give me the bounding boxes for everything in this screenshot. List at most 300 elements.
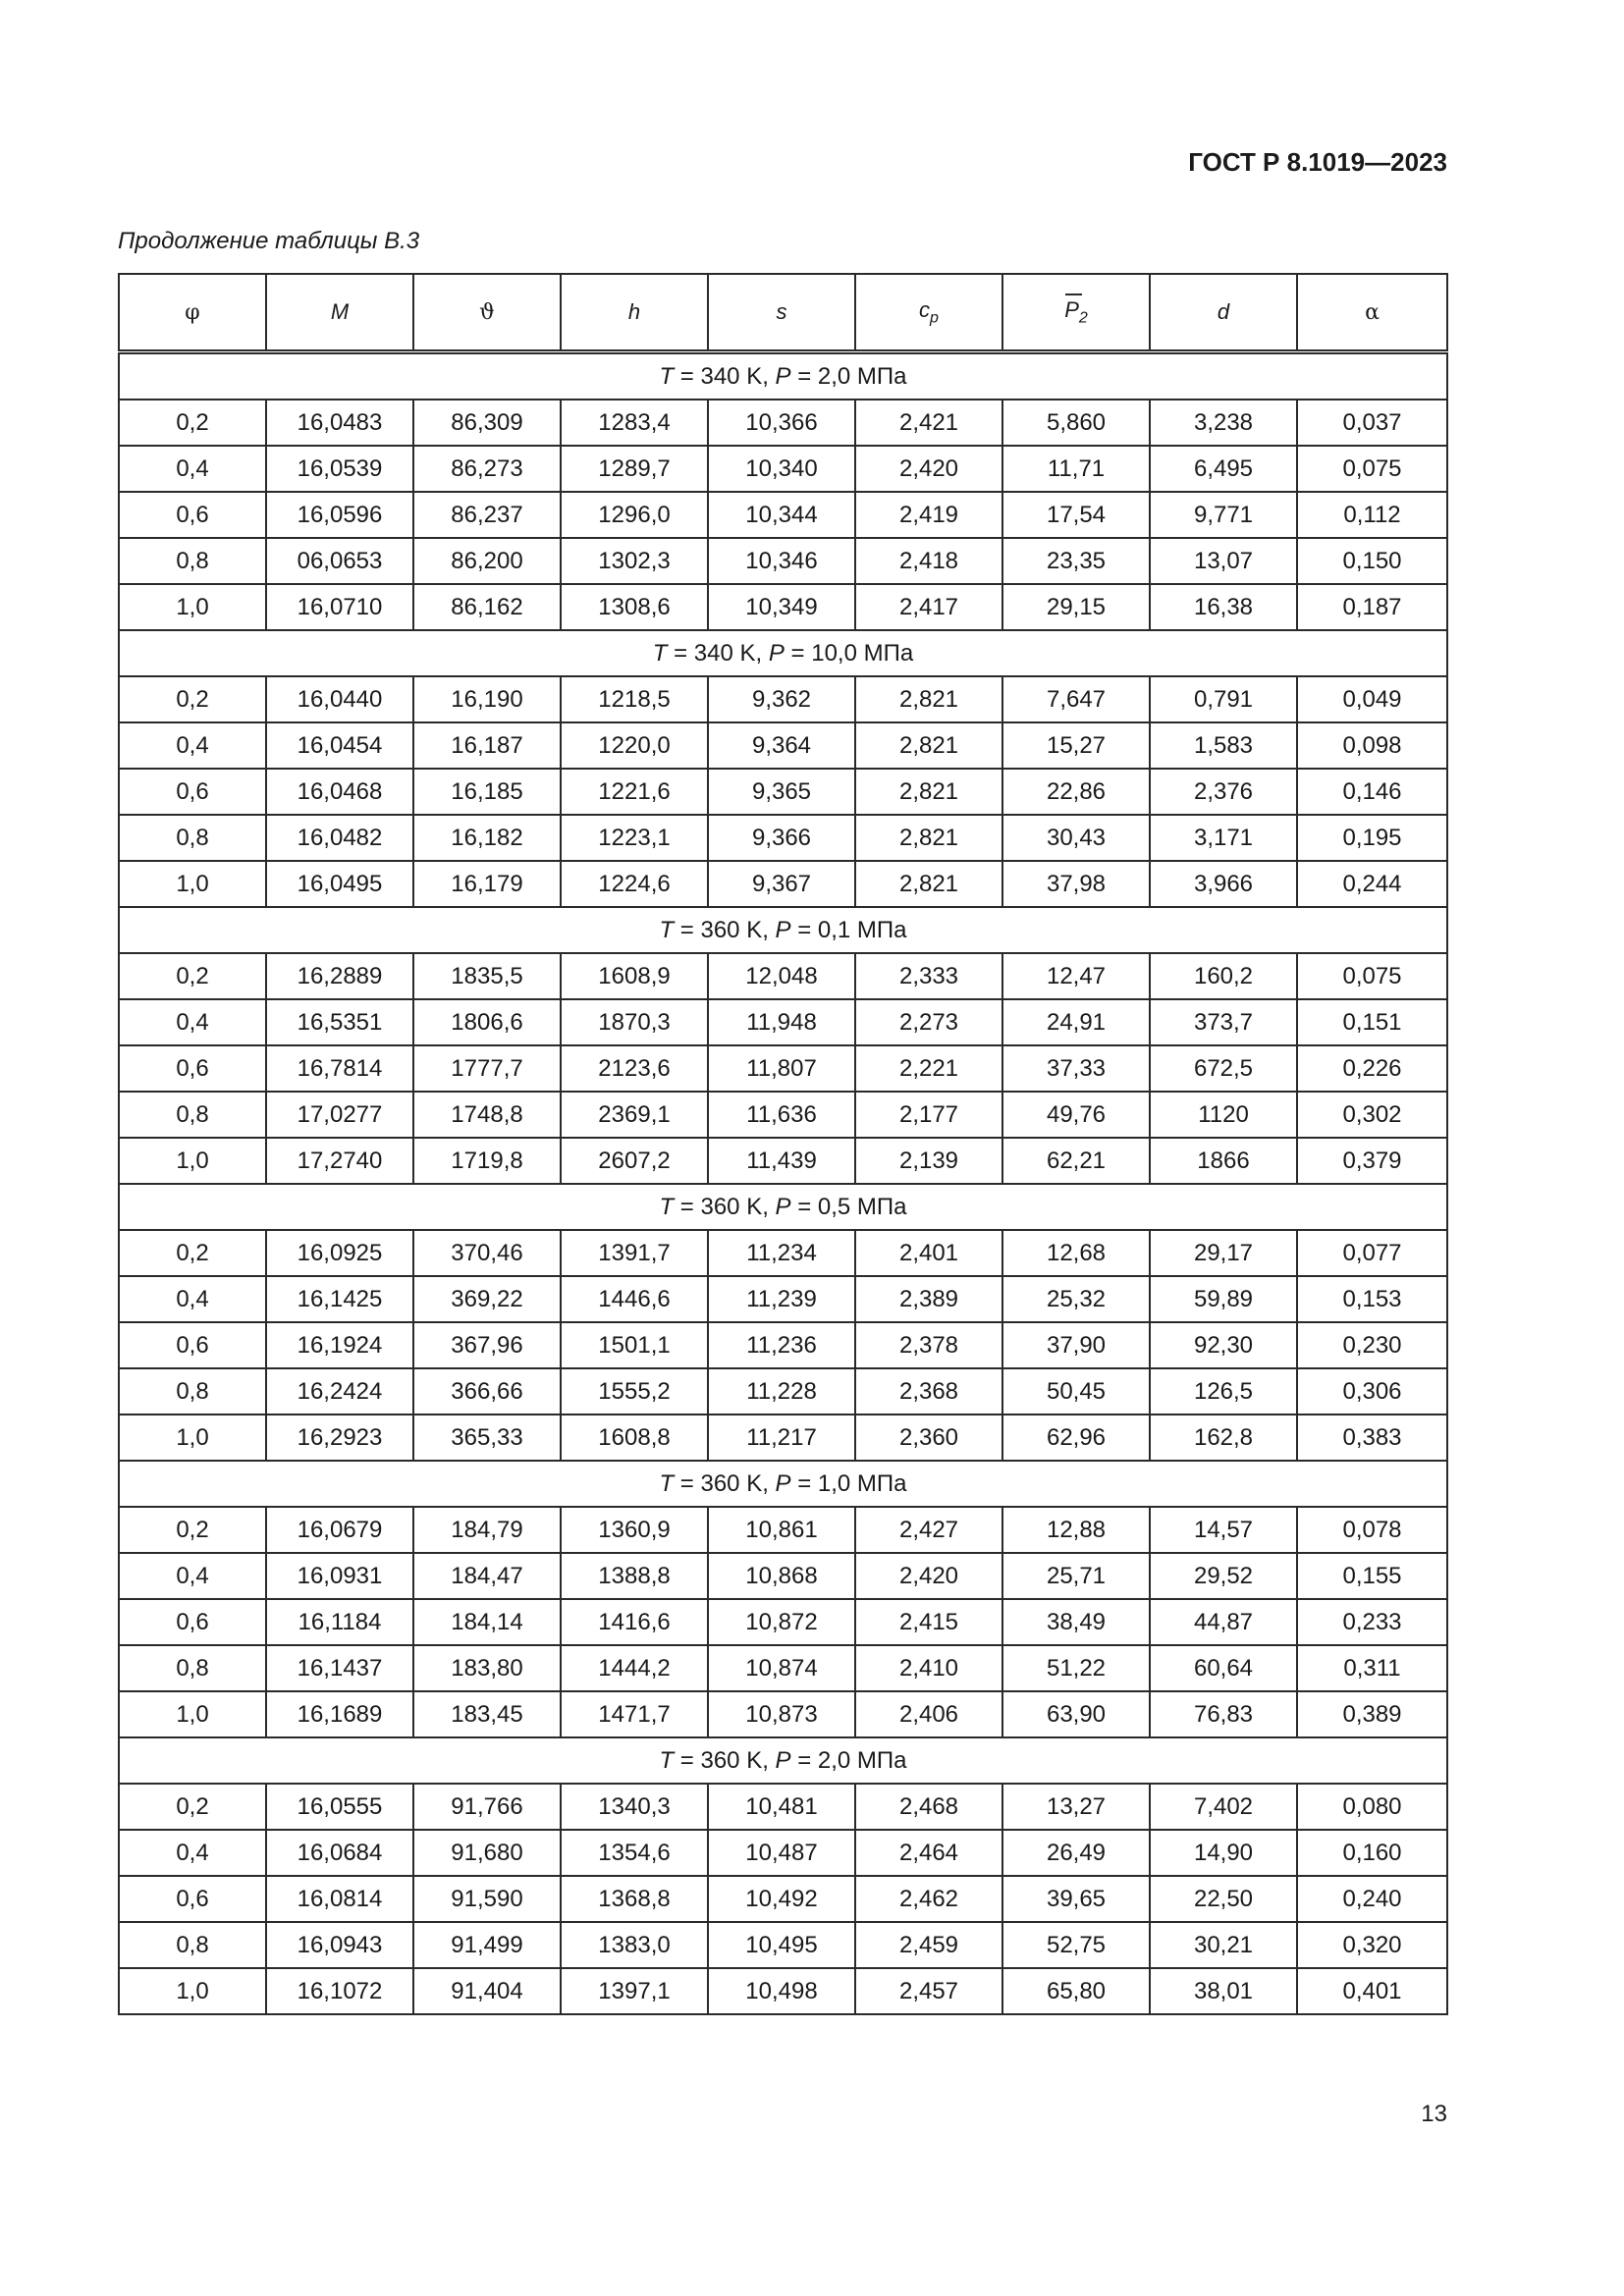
- cell-m: 16,0710: [266, 584, 413, 630]
- cp-symbol: c: [919, 296, 931, 322]
- overbar: [1065, 294, 1082, 295]
- cell-s: 10,487: [708, 1830, 855, 1876]
- cell-d: 44,87: [1150, 1599, 1297, 1645]
- cell-theta: 184,79: [413, 1507, 561, 1553]
- cell-h: 1296,0: [561, 492, 708, 538]
- cell-p2: 7,647: [1002, 676, 1150, 722]
- cell-theta: 86,162: [413, 584, 561, 630]
- cell-phi: 0,6: [119, 1045, 266, 1092]
- cell-s: 10,340: [708, 446, 855, 492]
- cell-d: 160,2: [1150, 953, 1297, 999]
- cell-theta: 365,33: [413, 1415, 561, 1461]
- cell-d: 9,771: [1150, 492, 1297, 538]
- cell-alpha: 0,306: [1297, 1368, 1447, 1415]
- cell-cp: 2,417: [855, 584, 1002, 630]
- cell-theta: 91,590: [413, 1876, 561, 1922]
- cell-m: 16,0596: [266, 492, 413, 538]
- cell-d: 3,171: [1150, 815, 1297, 861]
- cell-cp: 2,406: [855, 1691, 1002, 1737]
- cell-h: 2607,2: [561, 1138, 708, 1184]
- cell-p2: 38,49: [1002, 1599, 1150, 1645]
- cell-alpha: 0,244: [1297, 861, 1447, 907]
- cell-d: 6,495: [1150, 446, 1297, 492]
- pressure-symbol: P: [775, 1193, 791, 1220]
- cell-alpha: 0,150: [1297, 538, 1447, 584]
- cell-s: 9,362: [708, 676, 855, 722]
- cell-h: 1397,1: [561, 1968, 708, 2014]
- cell-m: 16,2923: [266, 1415, 413, 1461]
- cell-p2: 5,860: [1002, 400, 1150, 446]
- pressure-value: = 1,0 МПа: [790, 1469, 907, 1497]
- table-row: [119, 1553, 1447, 1599]
- cell-m: 16,0468: [266, 769, 413, 815]
- cell-d: 373,7: [1150, 999, 1297, 1045]
- pressure-value: = 10,0 МПа: [784, 639, 914, 667]
- table-row: [119, 953, 1447, 999]
- cell-phi: 0,2: [119, 1784, 266, 1830]
- cell-cp: 2,273: [855, 999, 1002, 1045]
- cell-p2: 52,75: [1002, 1922, 1150, 1968]
- table-row: [119, 538, 1447, 584]
- cell-phi: 0,4: [119, 722, 266, 769]
- table-row: [119, 1045, 1447, 1092]
- cell-cp: 2,177: [855, 1092, 1002, 1138]
- cell-theta: 369,22: [413, 1276, 561, 1322]
- cell-h: 1471,7: [561, 1691, 708, 1737]
- table-row: [119, 400, 1447, 446]
- group-condition-label: [119, 630, 1447, 676]
- cell-d: 1866: [1150, 1138, 1297, 1184]
- cell-d: 1120: [1150, 1092, 1297, 1138]
- cell-phi: 0,6: [119, 1322, 266, 1368]
- cell-cp: 2,459: [855, 1922, 1002, 1968]
- cell-p2: 29,15: [1002, 584, 1150, 630]
- column-header-h: h: [561, 274, 708, 352]
- cell-cp: 2,368: [855, 1368, 1002, 1415]
- temperature-value: = 360 K,: [674, 1469, 776, 1497]
- cell-m: 16,0454: [266, 722, 413, 769]
- cell-h: 1308,6: [561, 584, 708, 630]
- table-row: [119, 1368, 1447, 1415]
- cell-phi: 0,8: [119, 1922, 266, 1968]
- cell-h: 1870,3: [561, 999, 708, 1045]
- cell-s: 10,366: [708, 400, 855, 446]
- cp-subscript: p: [930, 309, 939, 327]
- cell-s: 11,228: [708, 1368, 855, 1415]
- temperature-symbol: T: [659, 362, 675, 390]
- cell-d: 3,966: [1150, 861, 1297, 907]
- table-row: [119, 722, 1447, 769]
- cell-phi: 0,6: [119, 1599, 266, 1645]
- cell-cp: 2,457: [855, 1968, 1002, 2014]
- cell-s: 10,481: [708, 1784, 855, 1830]
- cell-m: 17,2740: [266, 1138, 413, 1184]
- cell-p2: 65,80: [1002, 1968, 1150, 2014]
- table-row: [119, 1876, 1447, 1922]
- cell-theta: 1777,7: [413, 1045, 561, 1092]
- cell-d: 22,50: [1150, 1876, 1297, 1922]
- temperature-value: = 340 K,: [667, 639, 769, 667]
- group-header-row: [119, 630, 1447, 676]
- table-row: [119, 1322, 1447, 1368]
- cell-cp: 2,427: [855, 1507, 1002, 1553]
- group-condition-label: [119, 907, 1447, 953]
- cell-m: 16,0679: [266, 1507, 413, 1553]
- cell-theta: 370,46: [413, 1230, 561, 1276]
- temperature-symbol: T: [659, 1746, 675, 1774]
- cell-s: 11,234: [708, 1230, 855, 1276]
- cell-cp: 2,421: [855, 400, 1002, 446]
- cell-phi: 1,0: [119, 1691, 266, 1737]
- cell-h: 1283,4: [561, 400, 708, 446]
- cell-phi: 0,8: [119, 1645, 266, 1691]
- column-header-d: d: [1150, 274, 1297, 352]
- cell-s: 9,366: [708, 815, 855, 861]
- cell-d: 29,52: [1150, 1553, 1297, 1599]
- cell-alpha: 0,075: [1297, 446, 1447, 492]
- cell-m: 16,0539: [266, 446, 413, 492]
- cell-m: 17,0277: [266, 1092, 413, 1138]
- cell-phi: 0,4: [119, 999, 266, 1045]
- cell-m: 16,0814: [266, 1876, 413, 1922]
- group-header-row: [119, 907, 1447, 953]
- cell-theta: 16,190: [413, 676, 561, 722]
- pressure-symbol: P: [775, 1469, 791, 1497]
- cell-p2: 12,47: [1002, 953, 1150, 999]
- group-header-row: [119, 1737, 1447, 1784]
- cell-d: 14,90: [1150, 1830, 1297, 1876]
- cell-p2: 37,33: [1002, 1045, 1150, 1092]
- cell-cp: 2,389: [855, 1276, 1002, 1322]
- cell-m: 16,2424: [266, 1368, 413, 1415]
- cell-s: 9,365: [708, 769, 855, 815]
- cell-phi: 0,2: [119, 953, 266, 999]
- column-header-s: s: [708, 274, 855, 352]
- cell-cp: 2,821: [855, 815, 1002, 861]
- pressure-value: = 2,0 МПа: [790, 362, 907, 390]
- cell-cp: 2,360: [855, 1415, 1002, 1461]
- table-row: [119, 1138, 1447, 1184]
- cell-alpha: 0,311: [1297, 1645, 1447, 1691]
- cell-phi: 0,2: [119, 1230, 266, 1276]
- cell-p2: 15,27: [1002, 722, 1150, 769]
- cell-alpha: 0,049: [1297, 676, 1447, 722]
- page-number: 13: [1421, 2101, 1447, 2127]
- cell-cp: 2,420: [855, 446, 1002, 492]
- cell-h: 1446,6: [561, 1276, 708, 1322]
- cell-d: 60,64: [1150, 1645, 1297, 1691]
- pressure-symbol: P: [775, 916, 791, 943]
- table-row: [119, 1922, 1447, 1968]
- cell-phi: 0,8: [119, 1092, 266, 1138]
- cell-m: 16,1924: [266, 1322, 413, 1368]
- cell-theta: 91,766: [413, 1784, 561, 1830]
- table-row: [119, 1784, 1447, 1830]
- temperature-value: = 340 K,: [674, 362, 776, 390]
- temperature-symbol: T: [652, 639, 668, 667]
- cell-s: 9,367: [708, 861, 855, 907]
- cell-d: 0,791: [1150, 676, 1297, 722]
- cell-alpha: 0,080: [1297, 1784, 1447, 1830]
- cell-alpha: 0,320: [1297, 1922, 1447, 1968]
- cell-alpha: 0,098: [1297, 722, 1447, 769]
- cell-h: 1340,3: [561, 1784, 708, 1830]
- cell-m: 16,5351: [266, 999, 413, 1045]
- cell-h: 1360,9: [561, 1507, 708, 1553]
- cell-phi: 0,4: [119, 446, 266, 492]
- cell-d: 59,89: [1150, 1276, 1297, 1322]
- cell-h: 1354,6: [561, 1830, 708, 1876]
- cell-p2: 37,98: [1002, 861, 1150, 907]
- cell-h: 1368,8: [561, 1876, 708, 1922]
- p2-subscript: 2: [1078, 309, 1088, 327]
- cell-alpha: 0,077: [1297, 1230, 1447, 1276]
- cell-h: 1416,6: [561, 1599, 708, 1645]
- cell-theta: 86,200: [413, 538, 561, 584]
- cell-p2: 51,22: [1002, 1645, 1150, 1691]
- pressure-value: = 0,5 МПа: [790, 1193, 907, 1220]
- p2-symbol: P: [1064, 296, 1079, 322]
- cell-s: 10,495: [708, 1922, 855, 1968]
- cell-s: 11,236: [708, 1322, 855, 1368]
- cell-cp: 2,462: [855, 1876, 1002, 1922]
- cell-cp: 2,410: [855, 1645, 1002, 1691]
- table-row: [119, 769, 1447, 815]
- cell-m: 16,0555: [266, 1784, 413, 1830]
- cell-s: 11,948: [708, 999, 855, 1045]
- cell-s: 10,349: [708, 584, 855, 630]
- cell-m: 16,1425: [266, 1276, 413, 1322]
- cell-alpha: 0,153: [1297, 1276, 1447, 1322]
- cell-s: 10,873: [708, 1691, 855, 1737]
- cell-s: 11,217: [708, 1415, 855, 1461]
- cell-alpha: 0,112: [1297, 492, 1447, 538]
- column-header-theta: ϑ: [413, 274, 561, 352]
- cell-d: 29,17: [1150, 1230, 1297, 1276]
- cell-theta: 183,45: [413, 1691, 561, 1737]
- cell-p2: 23,35: [1002, 538, 1150, 584]
- temperature-value: = 360 K,: [674, 1193, 776, 1220]
- cell-cp: 2,415: [855, 1599, 1002, 1645]
- cell-m: 16,0482: [266, 815, 413, 861]
- column-header-p2: [1002, 274, 1150, 352]
- cell-p2: 12,88: [1002, 1507, 1150, 1553]
- cell-cp: 2,333: [855, 953, 1002, 999]
- cell-alpha: 0,240: [1297, 1876, 1447, 1922]
- cell-theta: 184,14: [413, 1599, 561, 1645]
- cell-alpha: 0,401: [1297, 1968, 1447, 2014]
- cell-m: 16,0925: [266, 1230, 413, 1276]
- cell-m: 16,0440: [266, 676, 413, 722]
- cell-s: 11,439: [708, 1138, 855, 1184]
- cell-cp: 2,821: [855, 722, 1002, 769]
- table-row: [119, 1276, 1447, 1322]
- cell-m: 16,1072: [266, 1968, 413, 2014]
- cell-cp: 2,821: [855, 769, 1002, 815]
- cell-p2: 30,43: [1002, 815, 1150, 861]
- cell-alpha: 0,187: [1297, 584, 1447, 630]
- cell-alpha: 0,075: [1297, 953, 1447, 999]
- cell-s: 11,239: [708, 1276, 855, 1322]
- cell-d: 13,07: [1150, 538, 1297, 584]
- cell-m: 16,2889: [266, 953, 413, 999]
- cell-m: 16,1437: [266, 1645, 413, 1691]
- temperature-symbol: T: [659, 916, 675, 943]
- cell-p2: 62,96: [1002, 1415, 1150, 1461]
- cell-d: 162,8: [1150, 1415, 1297, 1461]
- group-condition-label: [119, 1184, 1447, 1230]
- cell-p2: 26,49: [1002, 1830, 1150, 1876]
- pressure-symbol: P: [775, 1746, 791, 1774]
- group-condition-label: [119, 352, 1447, 400]
- cell-cp: 2,468: [855, 1784, 1002, 1830]
- table-row: [119, 861, 1447, 907]
- column-header-alpha: α: [1297, 274, 1447, 352]
- cell-cp: 2,464: [855, 1830, 1002, 1876]
- cell-s: 10,498: [708, 1968, 855, 2014]
- cell-theta: 86,309: [413, 400, 561, 446]
- table-row: [119, 1507, 1447, 1553]
- cell-cp: 2,821: [855, 861, 1002, 907]
- table-row: [119, 1968, 1447, 2014]
- cell-theta: 91,404: [413, 1968, 561, 2014]
- cell-m: 16,0483: [266, 400, 413, 446]
- cell-cp: 2,418: [855, 538, 1002, 584]
- table-body: [119, 352, 1447, 2015]
- cell-d: 16,38: [1150, 584, 1297, 630]
- cell-h: 1302,3: [561, 538, 708, 584]
- pressure-value: = 2,0 МПа: [790, 1746, 907, 1774]
- cell-cp: 2,821: [855, 676, 1002, 722]
- cell-p2: 24,91: [1002, 999, 1150, 1045]
- cell-theta: 16,187: [413, 722, 561, 769]
- table-row: [119, 1092, 1447, 1138]
- cell-d: 126,5: [1150, 1368, 1297, 1415]
- cell-phi: 0,8: [119, 538, 266, 584]
- cell-d: 3,238: [1150, 400, 1297, 446]
- group-header-row: [119, 352, 1447, 400]
- cell-m: 16,0931: [266, 1553, 413, 1599]
- cell-cp: 2,378: [855, 1322, 1002, 1368]
- cell-s: 10,492: [708, 1876, 855, 1922]
- cell-alpha: 0,379: [1297, 1138, 1447, 1184]
- cell-h: 1223,1: [561, 815, 708, 861]
- cell-s: 12,048: [708, 953, 855, 999]
- cell-s: 10,346: [708, 538, 855, 584]
- table-row: [119, 676, 1447, 722]
- cell-cp: 2,419: [855, 492, 1002, 538]
- cell-m: 16,1184: [266, 1599, 413, 1645]
- cell-d: 92,30: [1150, 1322, 1297, 1368]
- cell-p2: 22,86: [1002, 769, 1150, 815]
- cell-p2: 25,32: [1002, 1276, 1150, 1322]
- cell-h: 2123,6: [561, 1045, 708, 1092]
- cell-h: 1224,6: [561, 861, 708, 907]
- group-condition-label: [119, 1461, 1447, 1507]
- group-condition-label: [119, 1737, 1447, 1784]
- pressure-symbol: P: [775, 362, 791, 390]
- cell-phi: 0,4: [119, 1830, 266, 1876]
- cell-s: 10,872: [708, 1599, 855, 1645]
- cell-m: 16,0495: [266, 861, 413, 907]
- cell-p2: 37,90: [1002, 1322, 1150, 1368]
- cell-alpha: 0,195: [1297, 815, 1447, 861]
- pressure-symbol: P: [768, 639, 785, 667]
- cell-h: 1218,5: [561, 676, 708, 722]
- table-row: [119, 1415, 1447, 1461]
- cell-h: 1608,9: [561, 953, 708, 999]
- group-header-row: [119, 1461, 1447, 1507]
- cell-s: 9,364: [708, 722, 855, 769]
- table-row: [119, 584, 1447, 630]
- cell-h: 1383,0: [561, 1922, 708, 1968]
- cell-p2: 50,45: [1002, 1368, 1150, 1415]
- cell-phi: 0,4: [119, 1553, 266, 1599]
- table-row: [119, 1830, 1447, 1876]
- cell-d: 76,83: [1150, 1691, 1297, 1737]
- cell-alpha: 0,389: [1297, 1691, 1447, 1737]
- cell-m: 16,7814: [266, 1045, 413, 1092]
- table-row: [119, 999, 1447, 1045]
- cell-h: 2369,1: [561, 1092, 708, 1138]
- cell-cp: 2,420: [855, 1553, 1002, 1599]
- cell-alpha: 0,233: [1297, 1599, 1447, 1645]
- cell-phi: 0,6: [119, 769, 266, 815]
- cell-alpha: 0,037: [1297, 400, 1447, 446]
- cell-alpha: 0,146: [1297, 769, 1447, 815]
- cell-phi: 0,2: [119, 400, 266, 446]
- table-row: [119, 446, 1447, 492]
- cell-theta: 1748,8: [413, 1092, 561, 1138]
- cell-d: 30,21: [1150, 1922, 1297, 1968]
- column-header-m: M: [266, 274, 413, 352]
- cell-alpha: 0,078: [1297, 1507, 1447, 1553]
- cell-p2: 25,71: [1002, 1553, 1150, 1599]
- cell-theta: 367,96: [413, 1322, 561, 1368]
- cell-phi: 0,8: [119, 1368, 266, 1415]
- cell-alpha: 0,155: [1297, 1553, 1447, 1599]
- cell-phi: 0,2: [119, 1507, 266, 1553]
- cell-alpha: 0,230: [1297, 1322, 1447, 1368]
- cell-phi: 1,0: [119, 861, 266, 907]
- cell-p2: 12,68: [1002, 1230, 1150, 1276]
- cell-p2: 49,76: [1002, 1092, 1150, 1138]
- cell-phi: 1,0: [119, 584, 266, 630]
- cell-h: 1501,1: [561, 1322, 708, 1368]
- cell-h: 1289,7: [561, 446, 708, 492]
- cell-theta: 86,273: [413, 446, 561, 492]
- cell-h: 1555,2: [561, 1368, 708, 1415]
- table-row: [119, 1691, 1447, 1737]
- cell-s: 10,344: [708, 492, 855, 538]
- cell-d: 2,376: [1150, 769, 1297, 815]
- cell-alpha: 0,383: [1297, 1415, 1447, 1461]
- cell-phi: 0,2: [119, 676, 266, 722]
- cell-p2: 11,71: [1002, 446, 1150, 492]
- cell-alpha: 0,151: [1297, 999, 1447, 1045]
- temperature-value: = 360 K,: [674, 916, 776, 943]
- temperature-value: = 360 K,: [674, 1746, 776, 1774]
- table-header-row: [119, 274, 1447, 352]
- cell-p2: 62,21: [1002, 1138, 1150, 1184]
- cell-s: 10,868: [708, 1553, 855, 1599]
- cell-h: 1388,8: [561, 1553, 708, 1599]
- cell-h: 1221,6: [561, 769, 708, 815]
- cell-s: 11,807: [708, 1045, 855, 1092]
- cell-h: 1608,8: [561, 1415, 708, 1461]
- cell-d: 7,402: [1150, 1784, 1297, 1830]
- cell-theta: 366,66: [413, 1368, 561, 1415]
